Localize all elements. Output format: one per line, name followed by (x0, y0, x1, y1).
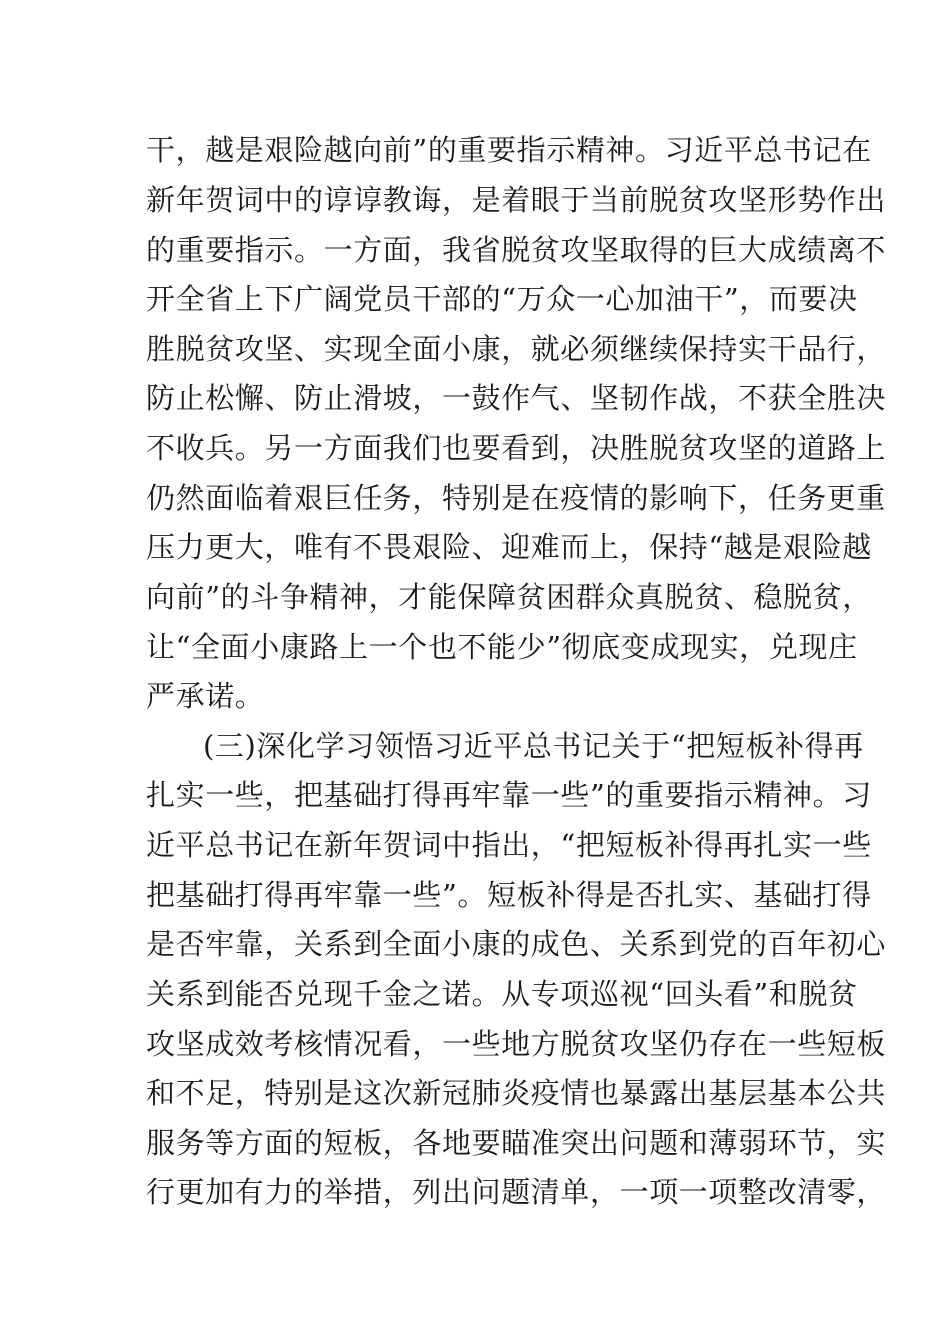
text-line: 服务等方面的短板，各地要瞄准突出问题和薄弱环节，实 (146, 1126, 887, 1160)
section-heading-line: (三)深化学习领悟习近平总书记关于“把短板补得再 (203, 729, 864, 763)
text-line: 行更加有力的举措，列出问题清单，一项一项整改清零， (146, 1175, 887, 1209)
text-line: 不收兵。另一方面我们也要看到，决胜脱贫攻坚的道路上 (146, 431, 887, 465)
text-line: 扎实一些，把基础打得再牢靠一些”的重要指示精神。习 (146, 778, 872, 812)
text-line: 防止松懈、防止滑坡，一鼓作气、坚韧作战，不获全胜决 (146, 381, 887, 415)
text-line: 新年贺词中的谆谆教诲，是着眼于当前脱贫攻坚形势作出 (146, 183, 887, 217)
text-line: 胜脱贫攻坚、实现全面小康，就必须继续保持实干品行， (146, 332, 887, 366)
text-line: 仍然面临着艰巨任务，特别是在疫情的影响下，任务更重 (146, 481, 887, 515)
text-line: 把基础打得再牢靠一些”。短板补得是否扎实、基础打得 (146, 878, 872, 912)
text-line: 压力更大，唯有不畏艰险、迎难而上，保持“越是艰险越 (146, 530, 872, 564)
text-line: 干，越是艰险越向前”的重要指示精神。习近平总书记在 (146, 133, 872, 167)
text-line: 让“全面小康路上一个也不能少”彻底变成现实，兑现庄 (146, 630, 858, 664)
text-line: 的重要指示。一方面，我省脱贫攻坚取得的巨大成绩离不 (146, 233, 887, 267)
text-line: 严承诺。 (146, 679, 265, 713)
text-line: 攻坚成效考核情况看，一些地方脱贫攻坚仍存在一些短板 (146, 1027, 887, 1061)
text-line: 是否牢靠，关系到全面小康的成色、关系到党的百年初心 (146, 927, 887, 961)
text-line: 开全省上下广阔党员干部的“万众一心加油干”，而要决 (146, 282, 858, 316)
text-line: 近平总书记在新年贺词中指出，“把短板补得再扎实一些 (146, 828, 872, 862)
text-line: 和不足，特别是这次新冠肺炎疫情也暴露出基层基本公共 (146, 1076, 887, 1110)
text-line: 关系到能否兑现千金之诺。从专项巡视“回头看”和脱贫 (146, 977, 858, 1011)
text-line: 向前”的斗争精神，才能保障贫困群众真脱贫、稳脱贫， (146, 580, 872, 614)
